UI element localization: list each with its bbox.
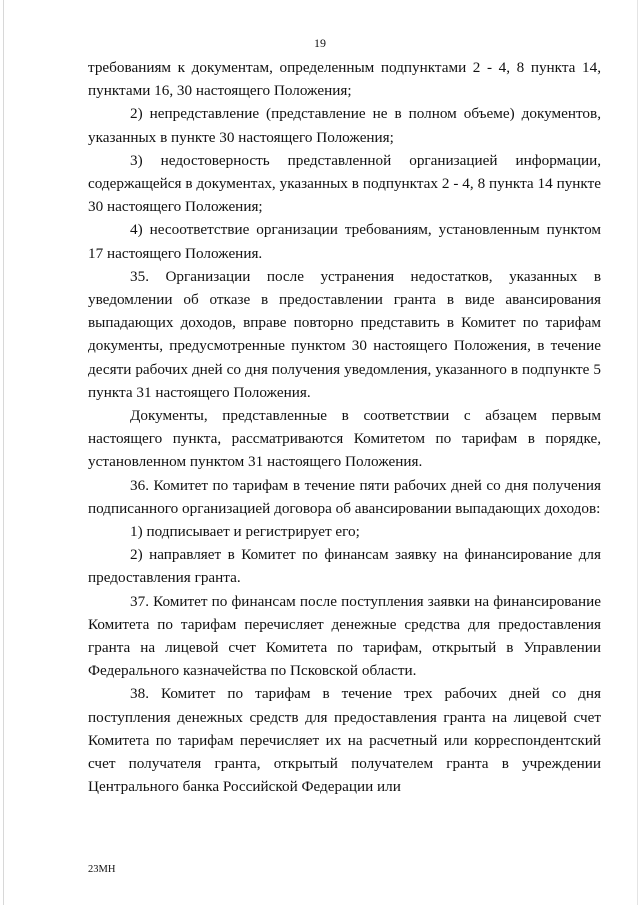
paragraph-35-documents: Документы, представленные в соответствии с абзацем первым настоящего пункта, рассматриваются Комитетом по тарифам в порядке, установленном пунктом 31 настоящего Положения.: [88, 407, 601, 471]
scan-edge-right: [637, 0, 638, 905]
paragraph-continuation: требованиям к документам, определенным подпунктами 2 - 4, 8 пункта 14, пунктами 16, 30 настоящего Положения;: [88, 59, 601, 100]
page-number: 19: [314, 36, 326, 50]
paragraph-36: 36. Комитет по тарифам в течение пяти рабочих дней со дня получения подписанного организацией договора об авансировании выпадающих доходов:: [88, 476, 601, 517]
paragraph-36-item-2: 2) направляет в Комитет по финансам заявку на финансирование для предоставления гранта.: [88, 546, 601, 587]
paragraph-item-4: 4) несоответствие организации требованиям, установленным пунктом 17 настоящего Положения.: [88, 221, 601, 262]
document-body: [88, 56, 601, 799]
footer-code: 23МН: [88, 864, 116, 875]
paragraph-38: 38. Комитет по тарифам в течение трех рабочих дней со дня поступления денежных средств для предоставления гранта на лицевой счет Комитета по тарифам перечисляет их на расчетный или корреспондентский счет получателя гранта, открытый получателем гранта в учреждении Центрального банка Российской Федерации или: [88, 685, 601, 796]
paragraph-item-3: 3) недостоверность представленной организацией информации, содержащейся в документах, указанных в подпунктах 2 - 4, 8 пункта 14 пункте 30 настоящего Положения;: [88, 151, 601, 216]
paragraph-37: 37. Комитет по финансам после поступления заявки на финансирование Комитета по тарифам перечисляет денежные средства для предоставления гранта на лицевой счет Комитета по тарифам, открытый в Управлении Федерального казначейства по Псковской области.: [88, 592, 601, 680]
paragraph-35: 35. Организации после устранения недостатков, указанных в уведомлении об отказе в предоставлении гранта в виде авансирования выпадающих доходов, вправе повторно представить в Комитет по тарифам документы, предусмотренные пунктом 30 настоящего Положения, в течение десяти рабочих дней со дня получения уведомления, указанного в подпункте 5 пункта 31 настоящего Положения.: [88, 267, 601, 401]
paragraph-36-item-1: 1) подписывает и регистрирует его;: [130, 523, 360, 541]
scan-edge-left: [3, 0, 4, 905]
paragraph-item-2: 2) непредставление (представление не в полном объеме) документов, указанных в пункте 30 настоящего Положения;: [88, 105, 601, 146]
